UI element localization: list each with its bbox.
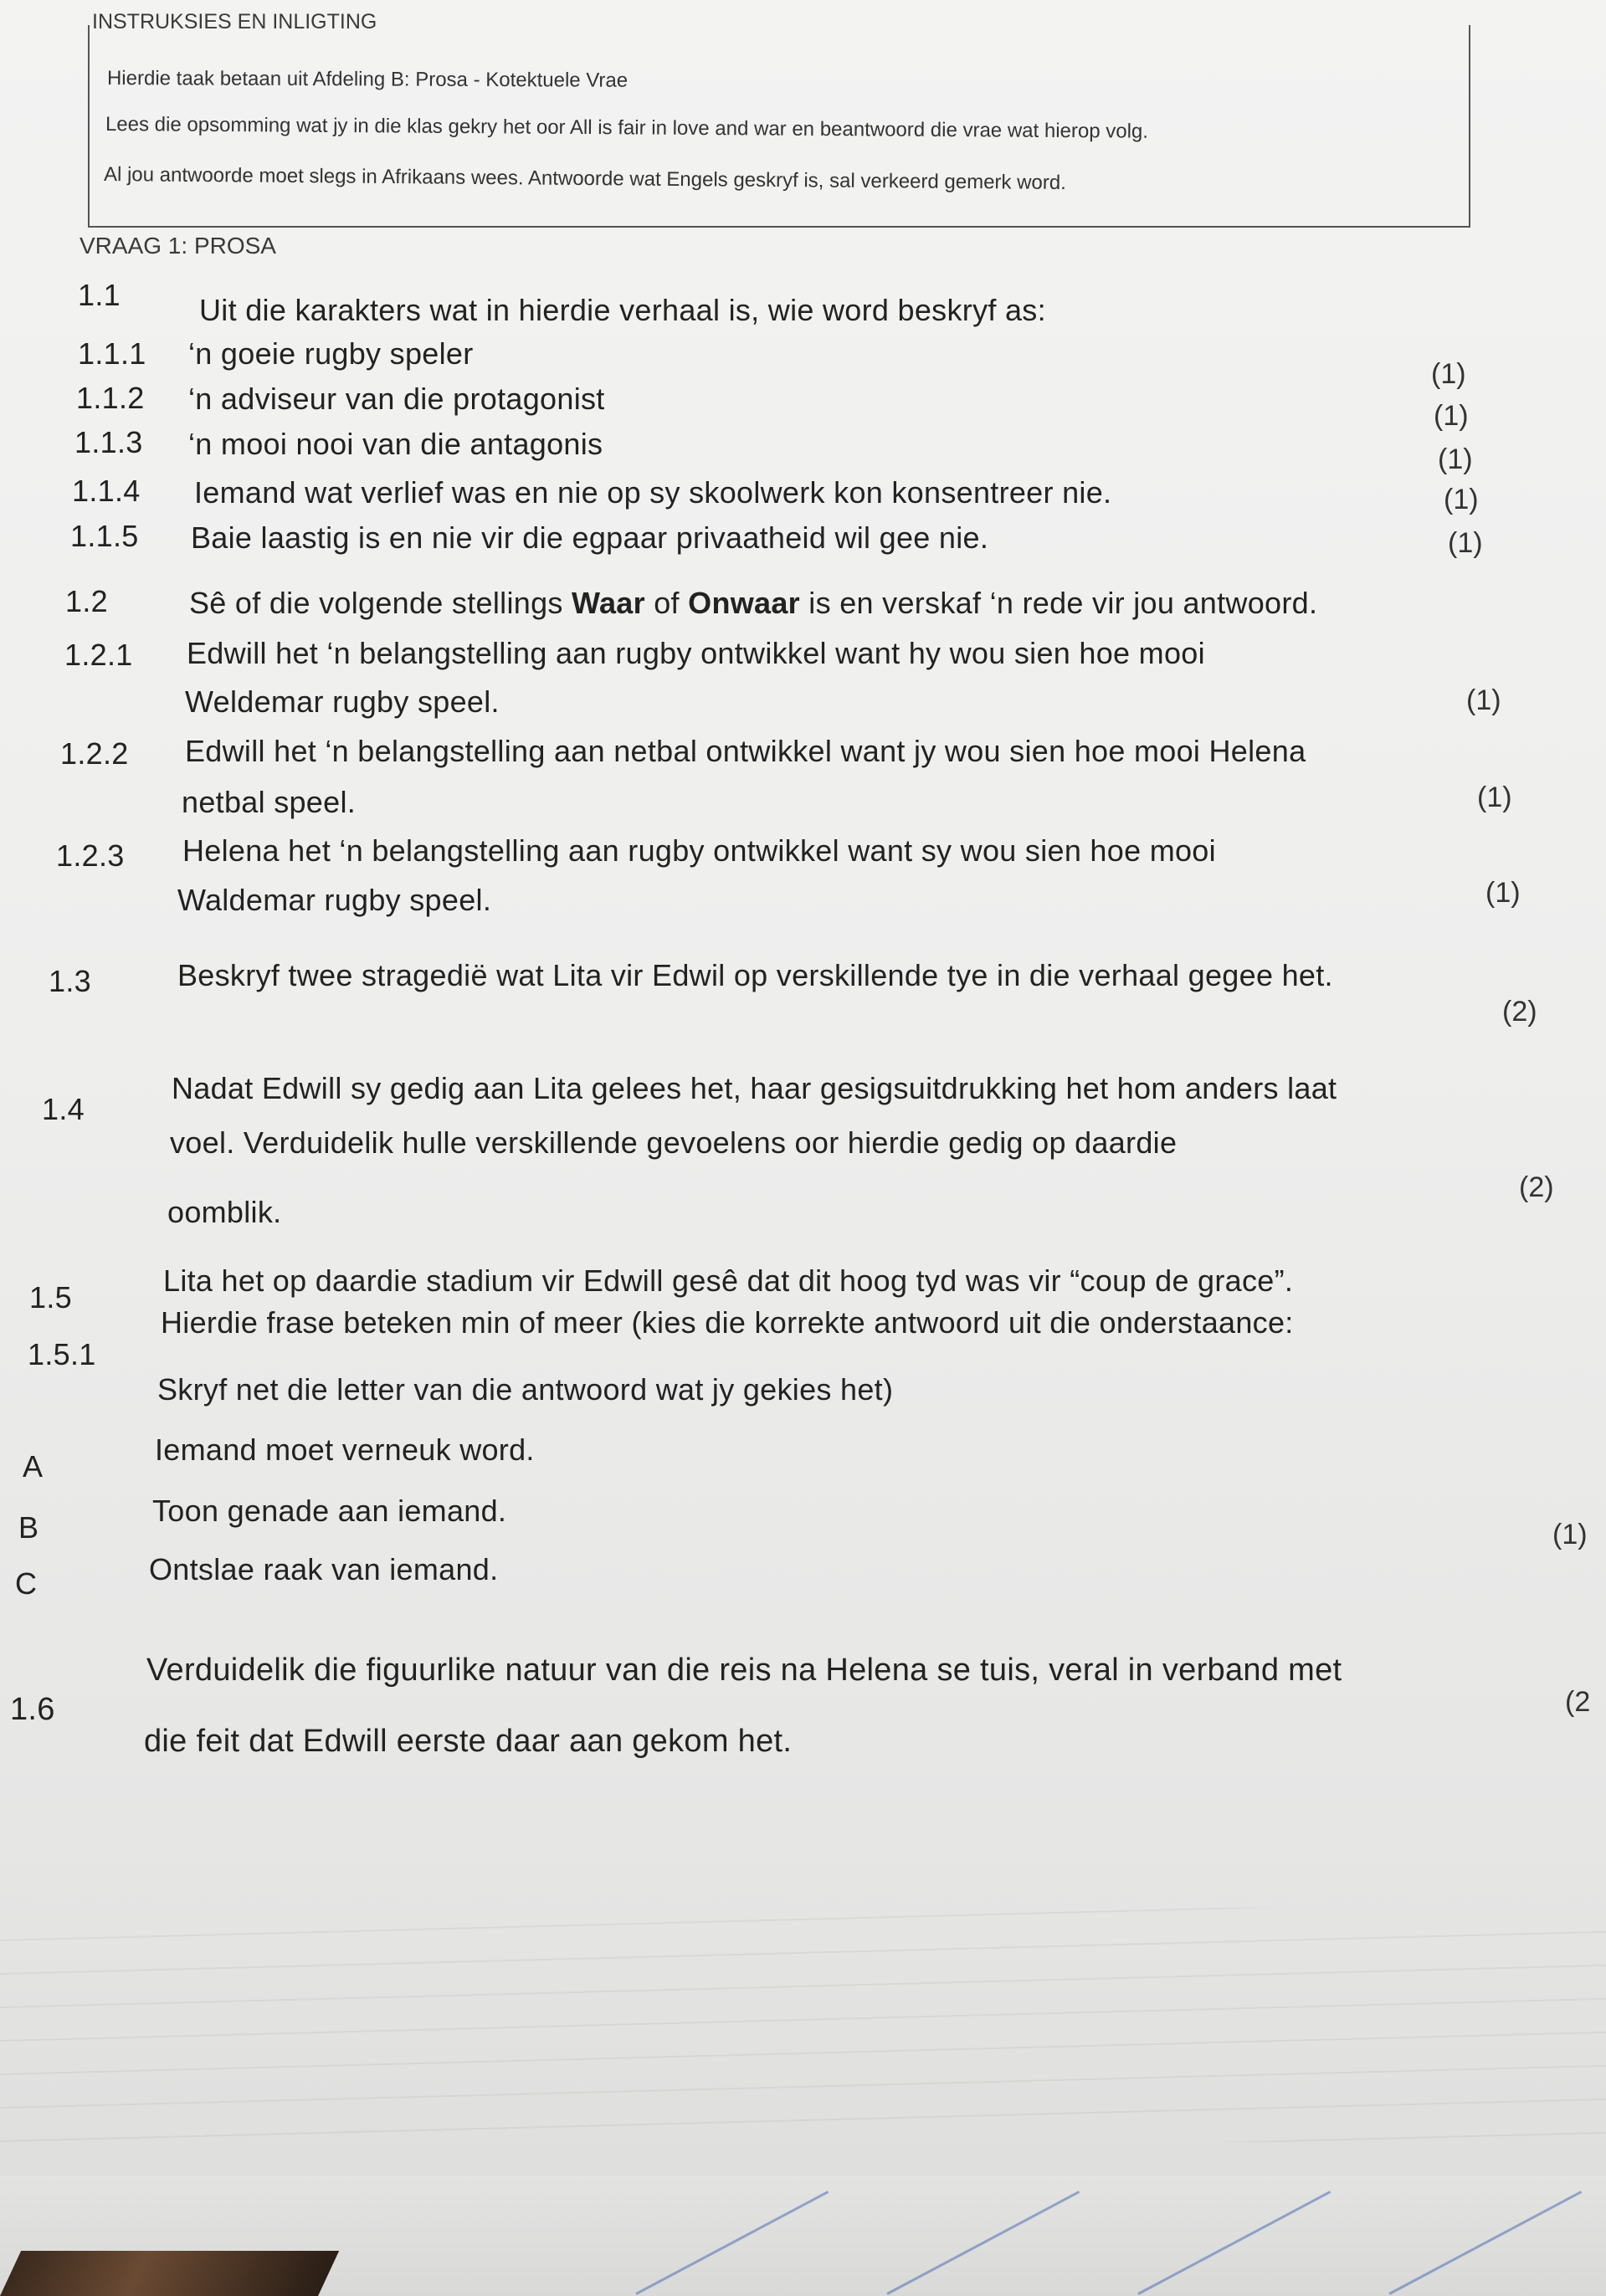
question-mark: (1): [1466, 684, 1501, 716]
question-mark: (2: [1565, 1686, 1591, 1718]
question-text: Uit die karakters wat in hierdie verhaal is, wie word beskryf as:: [199, 293, 1046, 327]
question-text: netbal speel.: [182, 785, 357, 819]
question-number: 1.1.2: [76, 381, 145, 415]
question-text: ‘n adviseur van die protagonist: [188, 382, 605, 416]
question-number: 1.1.1: [78, 336, 146, 371]
question-text: Edwill het ‘n belangstelling aan rugby ontwikkel want hy wou sien hoe mooi: [187, 636, 1205, 670]
option-text: Toon genade aan iemand.: [152, 1494, 507, 1528]
question-text: [189, 586, 1317, 621]
question-number: 1.4: [42, 1092, 85, 1126]
option-text: Ontslae raak van iemand.: [149, 1552, 499, 1586]
question-text: Baie laastig is en nie vir die egpaar privaatheid wil gee nie.: [191, 520, 989, 555]
question-number: 1.1.5: [70, 519, 139, 553]
question-mark: (1): [1431, 358, 1466, 390]
question-text: Verduidelik die figuurlike natuur van die reis na Helena se tuis, veral in verband met: [146, 1653, 1342, 1688]
question-number: 1.3: [49, 964, 91, 998]
question-mark: (2): [1502, 996, 1537, 1028]
question-text: Iemand wat verlief was en nie op sy skoolwerk kon konsentreer nie.: [194, 475, 1112, 510]
question-number: 1.2.3: [56, 838, 125, 873]
question-text: Hierdie frase beteken min of meer (kies die korrekte antwoord uit die onderstaance:: [161, 1305, 1294, 1340]
question-mark: (1): [1434, 400, 1469, 432]
question-number: 1.5.1: [28, 1337, 96, 1371]
instructions-line-3: Al jou antwoorde moet slegs in Afrikaans wees. Antwoorde wat Engels geskryf is, sal verkeerd gemerk word.: [103, 163, 1066, 195]
option-letter: B: [18, 1510, 39, 1545]
instructions-line-1: Hierdie taak betaan uit Afdeling B: Prosa - Kotektuele Vrae: [106, 67, 629, 92]
question-text: Nadat Edwill sy gedig aan Lita gelees het, haar gesigsuitdrukking het hom anders laat: [172, 1071, 1337, 1105]
section-title: VRAAG 1: PROSA: [80, 233, 276, 259]
question-text-part: Sê of die volgende stellings: [189, 586, 572, 620]
question-number: 1.1.4: [72, 474, 141, 508]
question-text: Beskryf twee stragedië wat Lita vir Edwil op verskillende tye in die verhaal gegee het.: [177, 958, 1333, 992]
question-text: die feit dat Edwill eerste daar aan gekom het.: [144, 1724, 793, 1759]
question-text: Lita het op daardie stadium vir Edwill gesê dat dit hoog tyd was vir “coup de grace”.: [163, 1263, 1294, 1298]
question-mark: (1): [1444, 484, 1479, 515]
question-number: 1.2.1: [64, 638, 133, 672]
instructions-line-2: Lees die opsomming wat jy in die klas gekry het oor All is fair in love and war en beantwoord die vrae wat hierop volg.: [105, 113, 1149, 143]
question-text-part: is en verskaf ‘n rede vir jou antwoord.: [800, 586, 1318, 620]
question-text: voel. Verduidelik hulle verskillende gevoelens oor hierdie gedig op daardie: [170, 1125, 1178, 1160]
question-number: 1.2: [65, 584, 108, 618]
question-number: 1.2.2: [60, 736, 129, 771]
question-mark: (1): [1438, 443, 1473, 475]
option-letter: A: [23, 1449, 44, 1484]
question-mark: (1): [1552, 1519, 1588, 1550]
question-number: 1.5: [29, 1280, 72, 1315]
desk-shadow: [0, 2251, 339, 2296]
question-mark: (2): [1519, 1171, 1554, 1203]
question-text-part: of: [644, 586, 689, 620]
question-number: 1.1.3: [74, 425, 143, 459]
instructions-title: INSTRUKSIES EN INLIGTING: [92, 10, 377, 33]
question-text: Edwill het ‘n belangstelling aan netbal ontwikkel want jy wou sien hoe mooi Helena: [185, 734, 1306, 768]
question-mark: (1): [1485, 877, 1521, 909]
option-text: Iemand moet verneuk word.: [155, 1432, 535, 1467]
question-text: Waldemar rugby speel.: [177, 883, 492, 917]
faint-ruled-lines: [0, 1908, 1606, 2142]
question-text: Skryf net die letter van die antwoord wat jy gekies het): [157, 1372, 894, 1407]
bold-onwaar: Onwaar: [688, 586, 800, 620]
question-text: oomblik.: [167, 1195, 282, 1229]
bold-waar: Waar: [572, 586, 645, 620]
question-number: 1.6: [10, 1692, 55, 1727]
question-mark: (1): [1448, 527, 1483, 559]
question-number: 1.1: [78, 278, 121, 312]
question-text: ‘n mooi nooi van die antagonis: [188, 427, 603, 461]
question-text: ‘n goeie rugby speler: [188, 336, 474, 371]
question-text: Helena het ‘n belangstelling aan rugby ontwikkel want sy wou sien hoe mooi: [182, 833, 1216, 868]
question-mark: (1): [1477, 782, 1512, 813]
question-text: Weldemar rugby speel.: [185, 684, 500, 719]
option-letter: C: [15, 1566, 38, 1601]
